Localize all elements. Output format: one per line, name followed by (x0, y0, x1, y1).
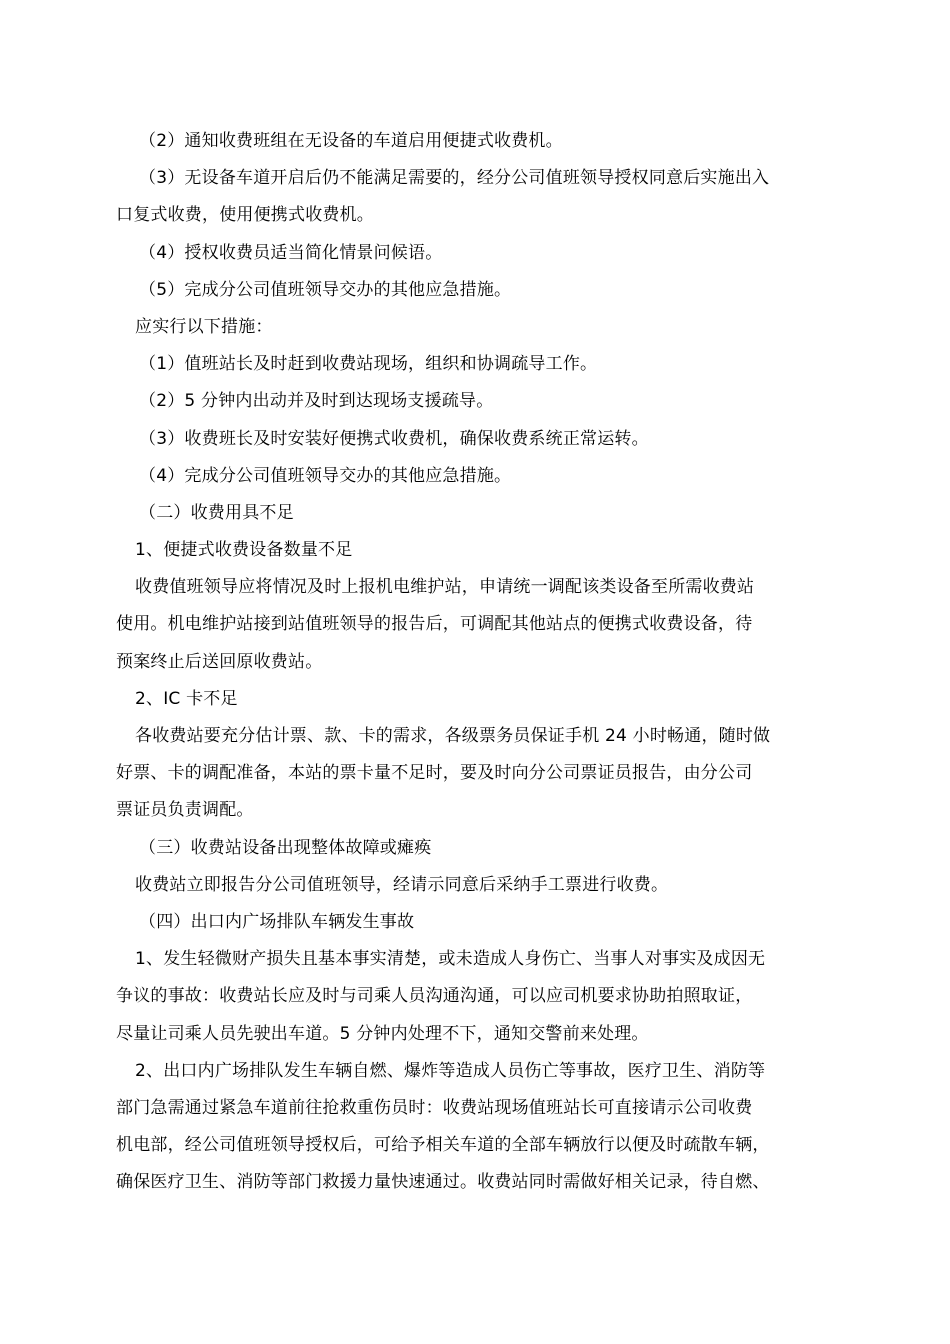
paragraph-line: （2）通知收费班组在无设备的车道启用便捷式收费机。 (139, 131, 563, 151)
section-heading: （二）收费用具不足 (139, 502, 294, 523)
paragraph-line: 尽量让司乘人员先驶出车道。5 分钟内处理不下，通知交警前来处理。 (116, 1023, 649, 1044)
subsection-heading: 1、便捷式收费设备数量不足 (135, 540, 353, 561)
paragraph-line: （4）授权收费员适当简化情景问候语。 (139, 242, 443, 263)
section-heading: （三）收费站设备出现整体故障或瘫痪 (139, 837, 432, 858)
paragraph-line: （3）收费班长及时安装好便携式收费机，确保收费系统正常运转。 (139, 428, 649, 449)
paragraph-line: （4）完成分公司值班领导交办的其他应急措施。 (139, 465, 512, 486)
paragraph-line: （2）5 分钟内出动并及时到达现场支援疏导。 (139, 391, 494, 412)
paragraph-line: （3）无设备车道开启后仍不能满足需要的，经分公司值班领导授权同意后实施出入 (139, 168, 770, 189)
paragraph-line: 收费值班领导应将情况及时上报机电维护站，申请统一调配该类设备至所需收费站 (135, 577, 755, 598)
paragraph-line: 口复式收费，使用便携式收费机。 (116, 205, 374, 226)
paragraph-line: 预案终止后送回原收费站。 (116, 651, 323, 672)
paragraph-line: （1）值班站长及时赶到收费站现场，组织和协调疏导工作。 (139, 354, 598, 375)
paragraph-line: 部门急需通过紧急车道前往抢救重伤员时：收费站现场值班站长可直接请示公司收费 (116, 1097, 753, 1118)
paragraph-line: 使用。机电维护站接到站值班领导的报告后，可调配其他站点的便携式收费设备，待 (116, 614, 753, 635)
paragraph-line: 争议的事故：收费站长应及时与司乘人员沟通沟通，可以应司机要求协助拍照取证， (116, 986, 753, 1007)
subsection-heading: 2、IC 卡不足 (135, 688, 238, 709)
paragraph-line: 2、出口内广场排队发生车辆自燃、爆炸等造成人员伤亡等事故，医疗卫生、消防等 (135, 1060, 766, 1081)
paragraph-line: 确保医疗卫生、消防等部门救援力量快速通过。收费站同时需做好相关记录，待自燃、 (116, 1172, 770, 1193)
paragraph-line: 各收费站要充分估计票、款、卡的需求，各级票务员保证手机 24 小时畅通，随时做 (135, 726, 771, 746)
section-heading: （四）出口内广场排队车辆发生事故 (139, 911, 415, 932)
paragraph-line: 机电部，经公司值班领导授权后，可给予相关车道的全部车辆放行以便及时疏散车辆， (116, 1135, 770, 1156)
paragraph-line: 1、发生轻微财产损失且基本事实清楚，或未造成人身伤亡、当事人对事实及成因无 (135, 949, 766, 970)
paragraph-line: 票证员负责调配。 (116, 800, 254, 821)
paragraph-line: 应实行以下措施： (135, 316, 273, 337)
paragraph-line: （5）完成分公司值班领导交办的其他应急措施。 (139, 279, 512, 300)
paragraph-line: 好票、卡的调配准备，本站的票卡量不足时，要及时向分公司票证员报告，由分公司 (116, 763, 753, 784)
paragraph-line: 收费站立即报告分公司值班领导，经请示同意后采纳手工票进行收费。 (135, 874, 669, 895)
document-body (116, 123, 836, 1201)
